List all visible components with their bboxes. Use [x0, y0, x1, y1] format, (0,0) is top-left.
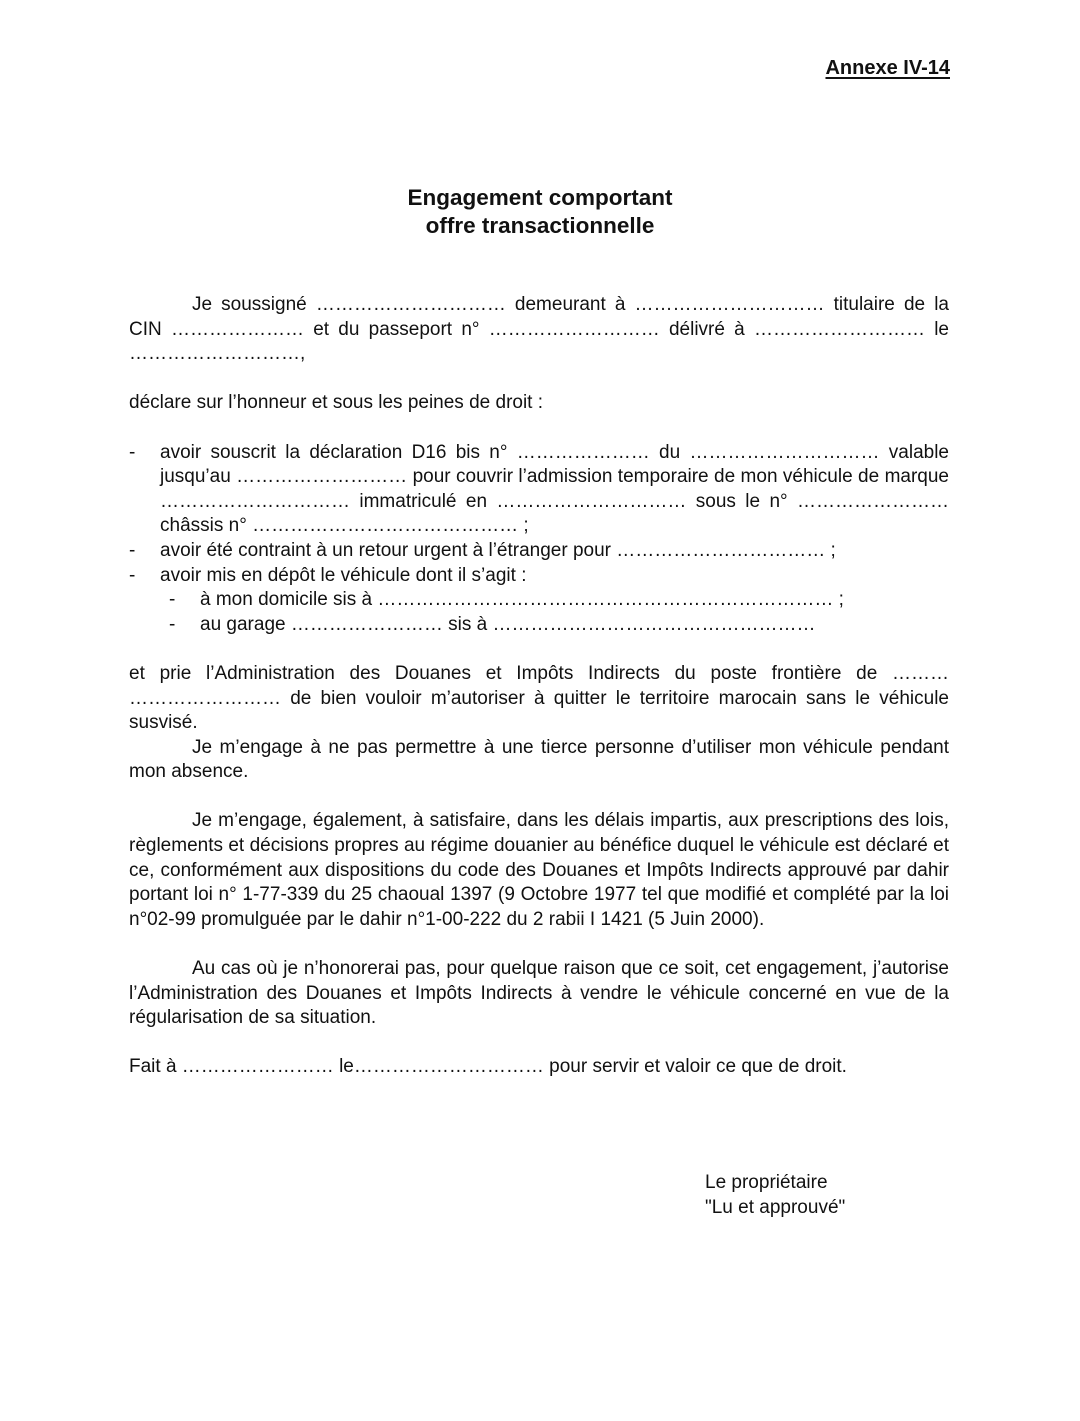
dash-bullet: - [129, 539, 136, 561]
list-item [129, 539, 949, 564]
dash-bullet: - [169, 589, 176, 611]
engagement-paragraph-1: Je m’engage à ne pas permettre à une tierce personne d’utiliser mon véhicule pendant mon absence. [129, 736, 949, 783]
spacer [129, 637, 949, 662]
signature-line-1: Le propriétaire [705, 1172, 828, 1193]
dash-bullet: - [169, 613, 176, 635]
list-item-text: avoir mis en dépôt le véhicule dont il s’agit : [160, 564, 527, 586]
spacer [129, 416, 949, 441]
spacer [129, 785, 949, 810]
document-title [0, 184, 1080, 240]
spacer [129, 932, 949, 957]
declaration-line: déclare sur l’honneur et sous les peines de droit : [129, 392, 544, 414]
signature-line-2: "Lu et approuvé" [705, 1197, 846, 1218]
list-item-text: avoir souscrit la déclaration D16 bis n° ………………… du ………………………… valable jusqu’au ……………………… pour couvrir l’admission temporaire de mon véhicule de marque ………………………… immatriculé en ………………………… sous le n° …………………… châssis n° …………………………………… ; [160, 441, 949, 537]
spacer [129, 367, 949, 392]
list-item [129, 441, 949, 539]
declaration-list [129, 441, 949, 589]
sublist-item-text: au garage …………………… sis à …………………………………………… [200, 613, 816, 635]
request-paragraph: et prie l’Administration des Douanes et Impôts Indirects du poste frontière de ……… …………………… de bien vouloir m’autoriser à quitter le territoire marocain sans le véhicule susvisé. [129, 662, 949, 734]
fait-line: Fait à …………………… le………………………… pour servir et valoir ce que de droit. [129, 1056, 847, 1078]
deposit-sublist [129, 588, 949, 637]
engagement-paragraph-3: Au cas où je n’honorerai pas, pour quelque raison que ce soit, cet engagement, j’autorise l’Administration des Douanes et Impôts Indirects à vendre le véhicule concerné en vue de la régularisation de sa situation. [129, 958, 949, 1029]
title-line-1: Engagement comportant [407, 185, 673, 210]
engagement-paragraph-2: Je m’engage, également, à satisfaire, dans les délais impartis, aux prescriptions des lois, règlements et décisions propres au régime douanier au bénéfice duquel le véhicule est déclaré et ce, conformément aux dispositions du code des Douanes et Impôts Indirects approuvé par dahir portant loi n° 1-77-339 du 25 chaoual 1397 (9 Octobre 1977 tel que modifié et complété par la loi n°02-99 promulguée par le dahir n°1-00-222 du 2 rabii I 1421 (5 Juin 2000). [129, 810, 949, 930]
sublist-item-text: à mon domicile sis à ……………………………………………………………… ; [200, 589, 844, 611]
annex-label: Annexe IV-14 [825, 57, 950, 79]
sublist-item [129, 588, 949, 613]
dash-bullet: - [129, 564, 136, 586]
intro-paragraph: Je soussigné ………………………… demeurant à ………………………… titulaire de la CIN ………………… et du passeport n° ……………………… délivré à ……………………… le ………………………, [129, 294, 949, 365]
list-item [129, 564, 949, 589]
spacer [129, 1031, 949, 1056]
sublist-item [129, 613, 949, 638]
dash-bullet: - [129, 441, 136, 463]
list-item-text: avoir été contraint à un retour urgent à l’étranger pour …………………………… ; [160, 539, 836, 561]
title-line-2: offre transactionnelle [425, 213, 655, 238]
document-body [129, 293, 949, 1080]
signature-block [705, 1170, 845, 1220]
